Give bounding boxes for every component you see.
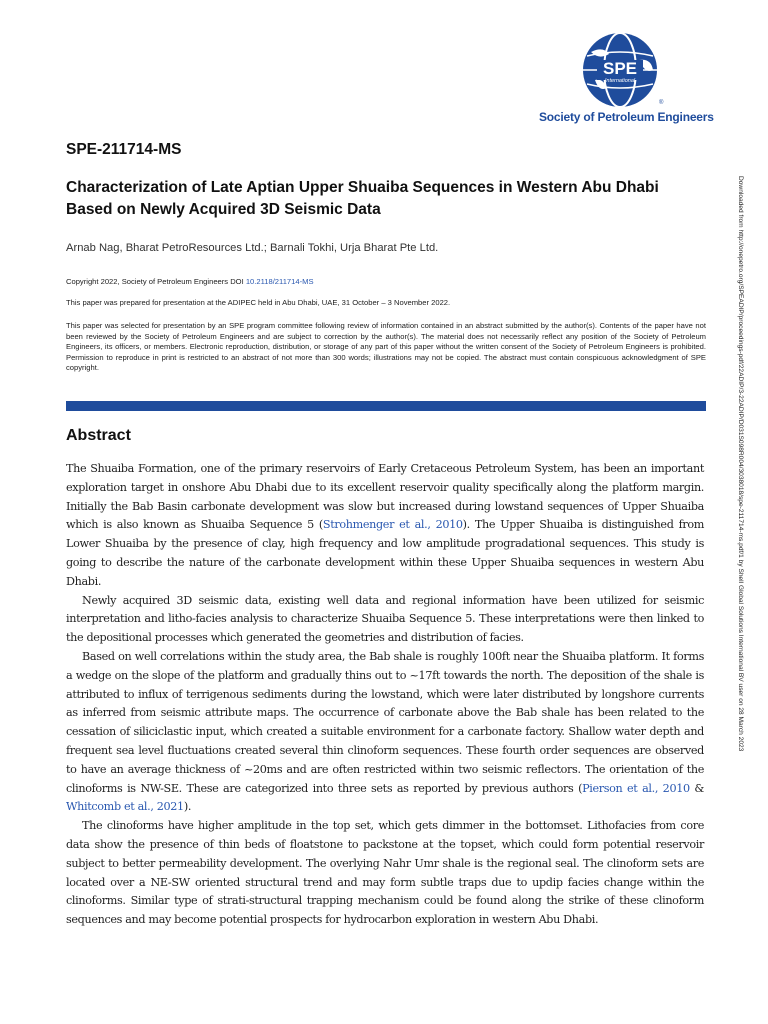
disclaimer: This paper was selected for presentation by an SPE program committee following review of information contained in an abstract submitted by the author(s). Contents of the paper have not been reviewed by the Society of Petroleum Engineers and are subject to correction by the author(s). The material does not necessarily reflect any position of the Society of Petroleum Engineers, its officers, or members. Electronic reproduction, distribution, or storage of any part of this paper without the written consent of the Society of Petroleum Engineers is prohibited. Permission to reproduce in print is restricted to an abstract of not more than 300 words; illustrations may not be copied. The abstract must contain conspicuous acknowledgment of SPE copyright.: [66, 321, 706, 372]
prepared-note: This paper was prepared for presentation at the ADIPEC held in Abu Dhabi, UAE, 31 October – 3 November 2022.: [66, 298, 451, 307]
abstract-text: &: [689, 781, 705, 795]
abstract-paragraph: [66, 460, 704, 592]
abstract-text: ).: [183, 800, 192, 814]
svg-text:®: ®: [659, 100, 664, 106]
abstract-text: Based on well correlations within the study area, the Bab shale is roughly 100ft near the Shuaiba platform. It forms a wedge on the slope of the platform and gradually thins out to ~17ft towards the north. The deposition of the shale is attributed to influx of terrigenous sediments during the lowstand, which were later distributed by longshore currents as inferred from seismic attribute maps. The occurrence of carbonate above the Bab shale has been related to the cessation of siliciclastic input, which created a suitable environment for a carbonate factory. Shallow water depth and frequent sea level fluctuations created several thin clinoform sequences. These fourth order sequences are observed to have an average thickness of ~20ms and are often restricted within two seismic reflectors. The orientation of the clinoforms is NW-SE. These are categorized into three sets as reported by previous authors (: [66, 649, 704, 795]
abstract-body: [66, 460, 704, 930]
abstract-paragraph: Newly acquired 3D seismic data, existing well data and regional information have been utilized for seismic interpretation and litho-facies analysis to characterize Shuaiba Sequence 5. These interpretations were then linked to the depositional processes which generated the geometries and distribution of facies.: [66, 593, 704, 645]
globe-icon: [555, 30, 685, 110]
authors: Arnab Nag, Bharat PetroResources Ltd.; Barnali Tokhi, Urja Bharat Pte Ltd.: [66, 242, 439, 254]
doi-link[interactable]: 10.2118/211714-MS: [245, 277, 314, 286]
abstract-text: The Shuaiba Formation, one of the primary reservoirs of Early Cretaceous Petroleum System, has been an important exploration target in onshore Abu Dhabi due to its excellent reservoir quality specifically along the platform margin. Initially the Bab Basin carbonate development was slow but increased during lowstand sequences of Upper Shuaiba which is also known as Shuaiba Sequence 5 (: [66, 462, 704, 532]
abstract-paragraph: The clinoforms have higher amplitude in the top set, which gets dimmer in the bottomset. Lithofacies from core data show the presence of thin beds of floatstone to packstone at the topset, which could form potential reservoir subject to better permeability development. The overlying Nahr Umr shale is the regional seal. The clinoform sets are located over a NE-SW oriented structural trend and may form subtle traps due to updip facies change within the clinoforms. Similar type of strati-structural trapping mechanism could be found along the strike of these clinoform sequences and may become potential prospects for hydrocarbon exploration in western Abu Dhabi.: [66, 819, 704, 927]
copyright-line: [66, 277, 706, 288]
logo-emblem-text: SPE: [602, 59, 638, 78]
citation-link[interactable]: Strohmenger et al., 2010: [322, 518, 463, 532]
download-side-note: Downloaded from http://onepetro.org/SPEADIP/proceedings-pdf/22ADIP/3-22ADIP/D031S098R004/3038018/spe-211714-ms.pdf/1 by Shell Global Solutions International BV user on 28 March 2023: [737, 176, 744, 752]
abstract-heading: Abstract: [66, 427, 131, 444]
section-divider: [66, 401, 706, 411]
paper-title: Characterization of Late Aptian Upper Shuaiba Sequences in Western Abu Dhabi Based on Newly Acquired 3D Seismic Data: [66, 179, 659, 218]
copyright-text: Copyright 2022, Society of Petroleum Engineers DOI: [66, 277, 246, 286]
abstract-paragraph: [66, 648, 704, 817]
abstract-text: ). The Upper Shuaiba is distinguished from Lower Shuaiba by the presence of clay, high frequency and low amplitude progradational sequences. This study is going to describe the nature of the carbonate development within these Upper Shuaiba sequences in western Abu Dhabi.: [66, 518, 704, 588]
paper-number: SPE-211714-MS: [66, 141, 182, 158]
citation-link[interactable]: Whitcomb et al., 2021: [66, 800, 184, 814]
citation-link[interactable]: Pierson et al., 2010: [582, 781, 690, 795]
logo-name: Society of Petroleum Engineers: [539, 110, 714, 124]
logo-sub-text: International: [604, 78, 636, 84]
spe-logo: [535, 30, 714, 130]
